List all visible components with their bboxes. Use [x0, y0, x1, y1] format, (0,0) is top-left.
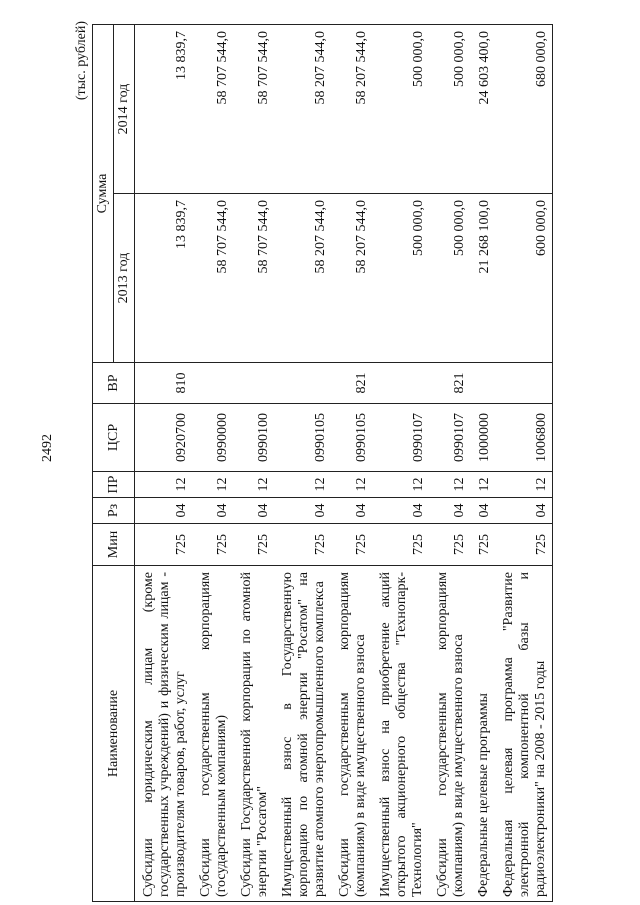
row-name: Субсидии Государственной корпорации по атомной энергии "Росатом"	[233, 566, 274, 902]
row-name: Субсидии государственным корпорациям (компаниям) в виде имущественного взноса	[429, 566, 470, 902]
row-csr: 0990000	[192, 404, 233, 472]
header-rz: Рз	[93, 498, 135, 524]
row-pr: 12	[192, 472, 233, 498]
row-min: 725	[135, 524, 193, 566]
table-row	[192, 25, 233, 902]
header-2013: 2013 год	[114, 194, 135, 363]
row-vr	[274, 363, 331, 404]
row-min: 725	[470, 524, 495, 566]
row-csr: 0990107	[429, 404, 470, 472]
row-csr: 0920700	[135, 404, 193, 472]
row-rz: 04	[429, 498, 470, 524]
row-name: Федеральная целевая программа "Развитие электронной компонентной базы и радиоэлектроники" на 2008 - 2015 годы	[495, 566, 553, 902]
table-row	[495, 25, 553, 902]
row-2013: 58 707 544,0	[192, 194, 233, 363]
header-pr: ПР	[93, 472, 135, 498]
row-rz: 04	[470, 498, 495, 524]
row-pr: 12	[331, 472, 372, 498]
row-2014: 58 207 544,0	[331, 25, 372, 194]
row-vr	[470, 363, 495, 404]
row-vr	[495, 363, 553, 404]
row-2013: 21 268 100,0	[470, 194, 495, 363]
row-2013: 58 207 544,0	[331, 194, 372, 363]
header-row	[93, 25, 114, 902]
row-2014: 24 603 400,0	[470, 25, 495, 194]
row-2013: 13 839,7	[135, 194, 193, 363]
table-row	[233, 25, 274, 902]
row-csr: 1006800	[495, 404, 553, 472]
table-row	[372, 25, 429, 902]
row-2013: 600 000,0	[495, 194, 553, 363]
header-csr: ЦСР	[93, 404, 135, 472]
table-row	[470, 25, 495, 902]
row-min: 725	[233, 524, 274, 566]
table-row	[274, 25, 331, 902]
row-2013: 58 207 544,0	[274, 194, 331, 363]
row-pr: 12	[495, 472, 553, 498]
row-pr: 12	[372, 472, 429, 498]
header-name: Наименование	[93, 566, 135, 902]
table-row	[331, 25, 372, 902]
row-pr: 12	[470, 472, 495, 498]
row-vr	[233, 363, 274, 404]
row-name: Субсидии юридическим лицам (кроме государственных учреждений) и физическим лицам - производителям товаров, работ, услуг	[135, 566, 193, 902]
table-row	[429, 25, 470, 902]
row-rz: 04	[233, 498, 274, 524]
row-min: 725	[372, 524, 429, 566]
row-rz: 04	[192, 498, 233, 524]
row-rz: 04	[495, 498, 553, 524]
page-number: 2492	[40, 434, 55, 462]
row-2014: 13 839,7	[135, 25, 193, 194]
row-rz: 04	[135, 498, 193, 524]
row-pr: 12	[429, 472, 470, 498]
table-row	[135, 25, 193, 902]
row-name: Субсидии государственным корпорациям (компаниям) в виде имущественного взноса	[331, 566, 372, 902]
row-2013: 500 000,0	[372, 194, 429, 363]
row-name: Федеральные целевые программы	[470, 566, 495, 902]
row-pr: 12	[135, 472, 193, 498]
row-vr: 810	[135, 363, 193, 404]
row-2014: 500 000,0	[429, 25, 470, 194]
row-2014: 58 707 544,0	[192, 25, 233, 194]
row-name: Субсидии государственным корпорациям (государственным компаниям)	[192, 566, 233, 902]
row-rz: 04	[274, 498, 331, 524]
row-csr: 1000000	[470, 404, 495, 472]
header-vr: ВР	[93, 363, 135, 404]
row-vr	[372, 363, 429, 404]
row-min: 725	[331, 524, 372, 566]
row-2014: 680 000,0	[495, 25, 553, 194]
budget-table	[92, 24, 553, 902]
row-name: Имущественный взнос в Государственную корпорацию по атомной энергии "Росатом" на развитие атомного энергопромышленного комплекса	[274, 566, 331, 902]
units-note: (тыс. рублей)	[74, 21, 89, 101]
row-2013: 58 707 544,0	[233, 194, 274, 363]
row-min: 725	[429, 524, 470, 566]
header-sum: Сумма	[93, 25, 114, 363]
header-min: Мин	[93, 524, 135, 566]
row-vr	[192, 363, 233, 404]
row-csr: 0990105	[331, 404, 372, 472]
row-csr: 0990105	[274, 404, 331, 472]
row-csr: 0990100	[233, 404, 274, 472]
row-min: 725	[495, 524, 553, 566]
row-vr: 821	[331, 363, 372, 404]
row-rz: 04	[331, 498, 372, 524]
row-rz: 04	[372, 498, 429, 524]
row-vr: 821	[429, 363, 470, 404]
row-2014: 58 207 544,0	[274, 25, 331, 194]
row-2013: 500 000,0	[429, 194, 470, 363]
row-name: Имущественный взнос на приобретение акций открытого акционерного общества "Технопарк-Технология"	[372, 566, 429, 902]
row-pr: 12	[274, 472, 331, 498]
row-csr: 0990107	[372, 404, 429, 472]
row-min: 725	[274, 524, 331, 566]
header-2014: 2014 год	[114, 25, 135, 194]
row-pr: 12	[233, 472, 274, 498]
row-2014: 58 707 544,0	[233, 25, 274, 194]
row-min: 725	[192, 524, 233, 566]
row-2014: 500 000,0	[372, 25, 429, 194]
